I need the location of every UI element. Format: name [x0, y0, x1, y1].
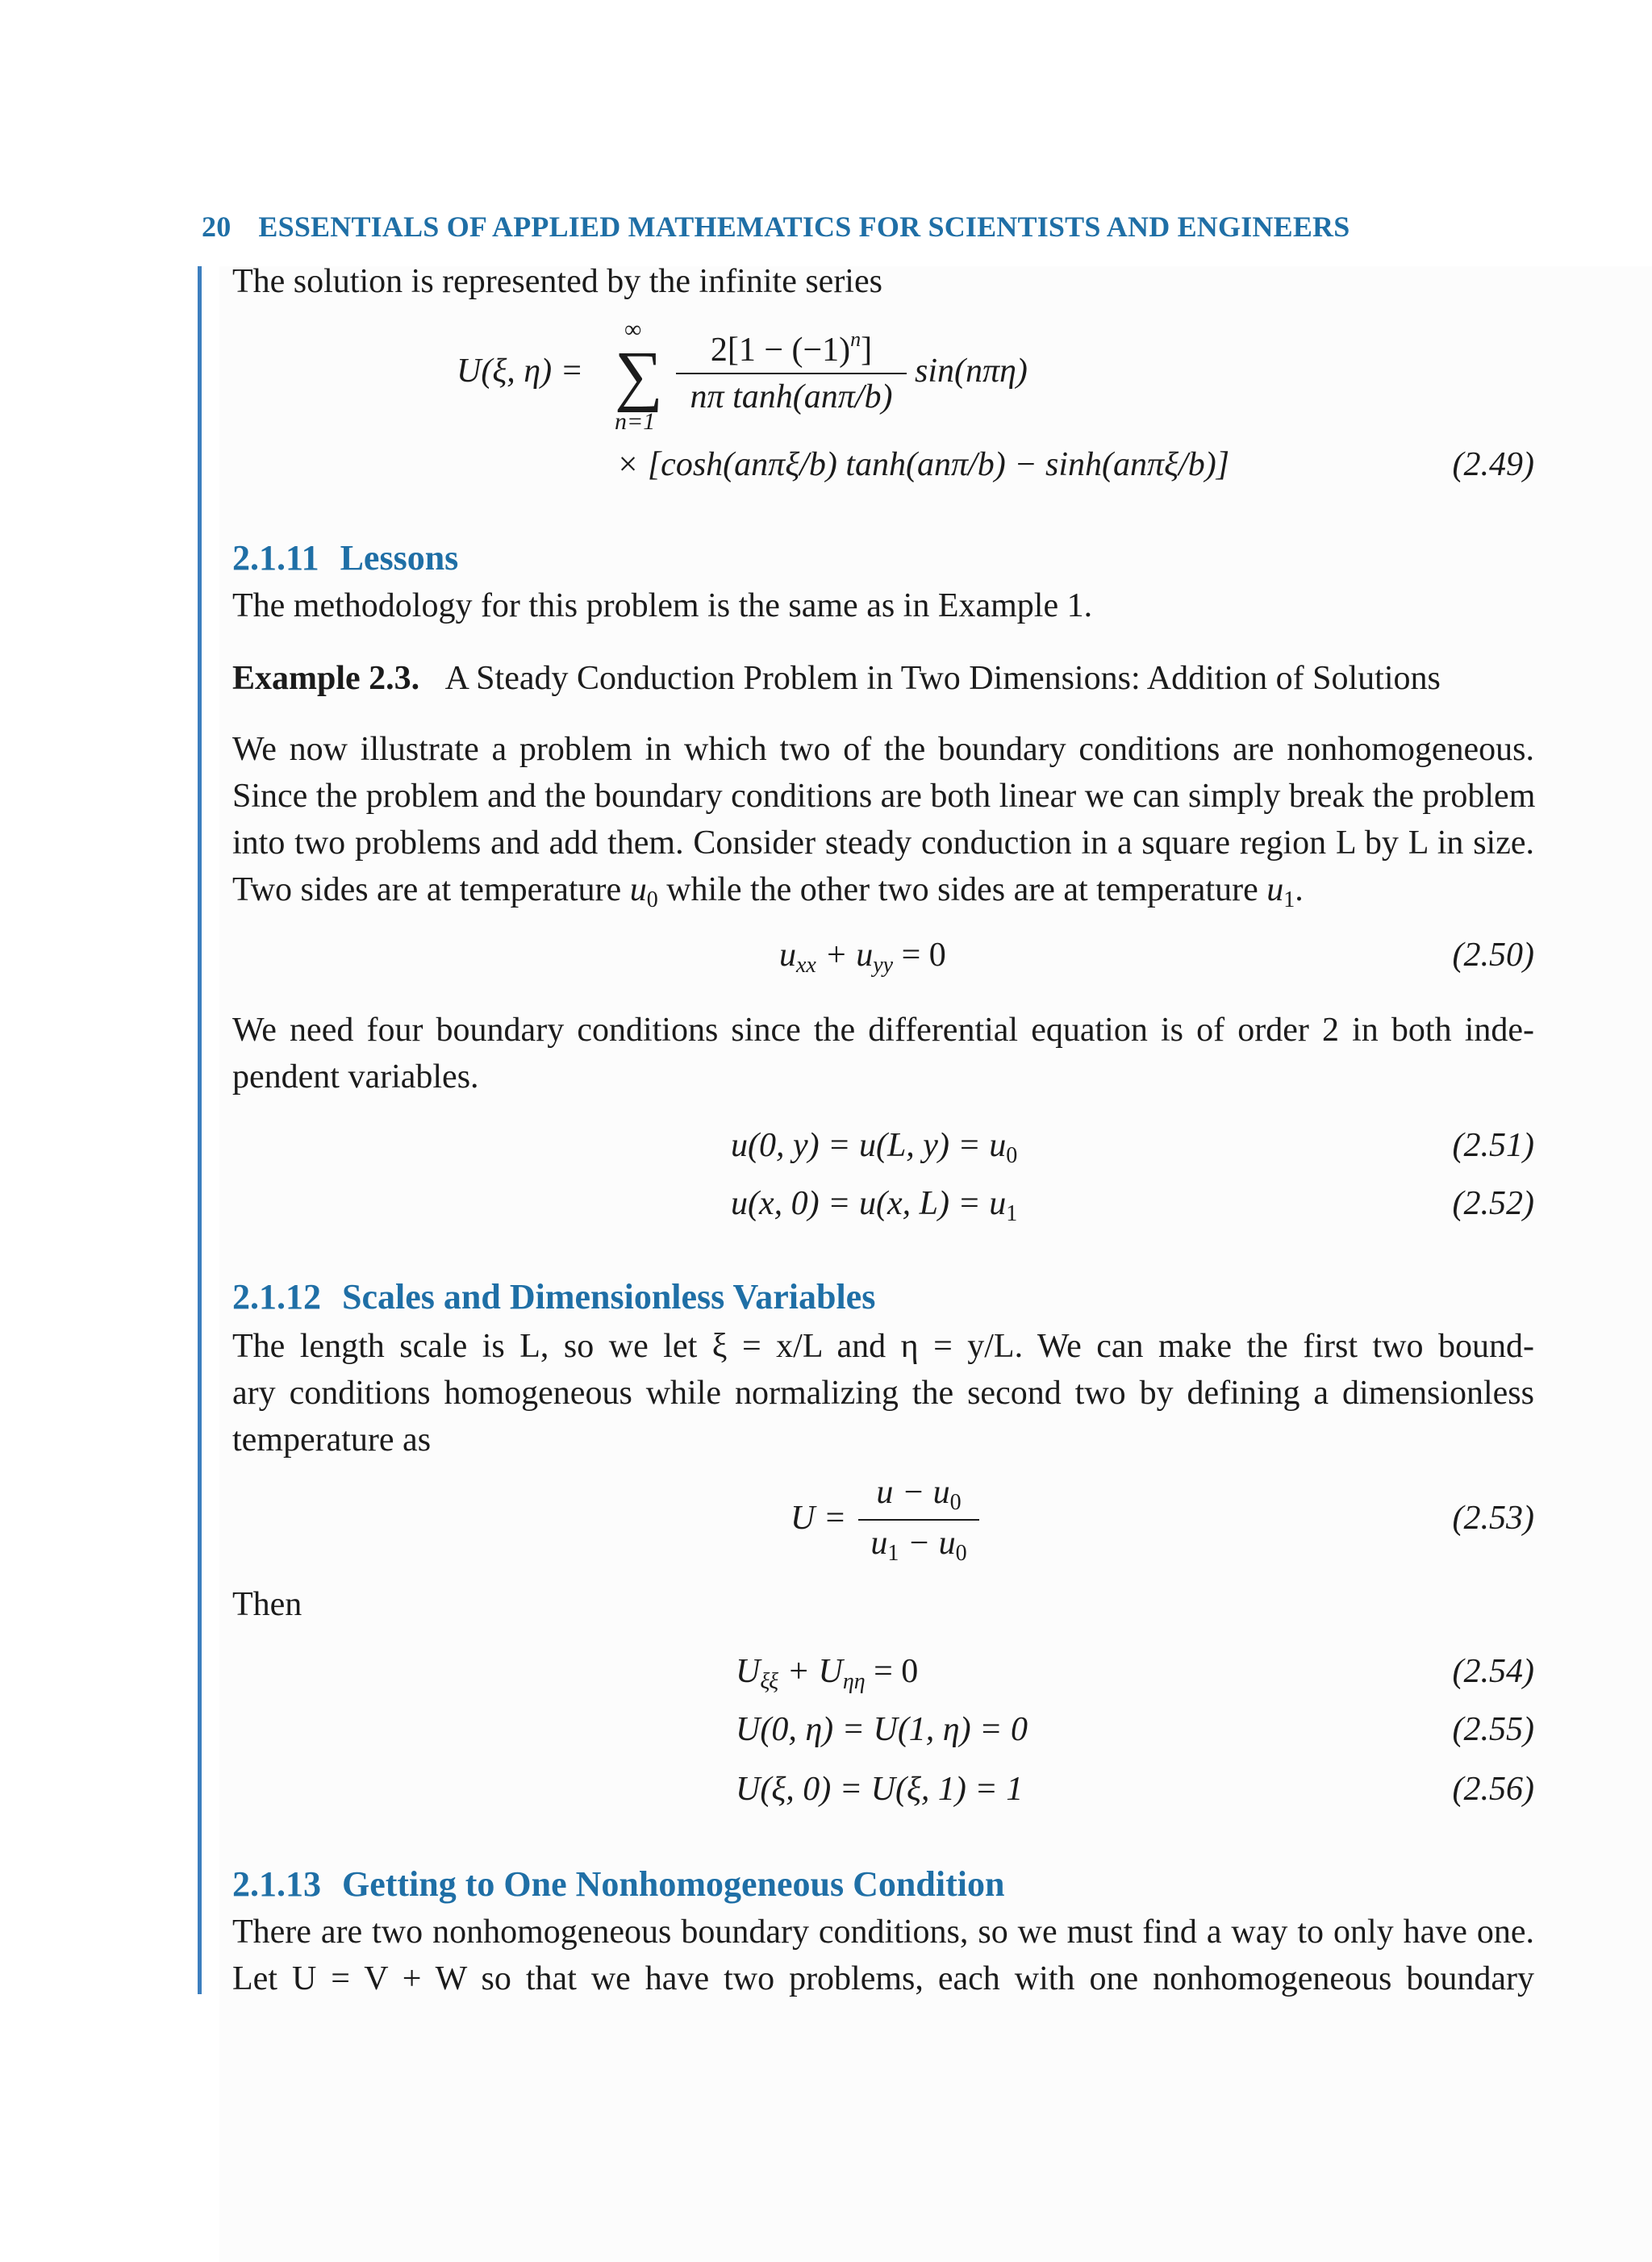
- eq249-second-line: × [cosh(anπξ/b) tanh(anπ/b) − sinh(anπξ/b)]: [616, 446, 1230, 483]
- intro-text: The solution is represented by the infinite series: [232, 263, 882, 300]
- running-header: [202, 210, 1350, 244]
- eq249-lhs: U(ξ, η) =: [457, 353, 583, 390]
- paragraph-line: Since the problem and the boundary conditions are both linear we can simply break the problem: [232, 778, 1536, 815]
- paragraph-line: temperature as: [232, 1421, 432, 1459]
- equation-2-50: $u_{xx} + u_{yy} = 0$: [779, 937, 946, 978]
- sum-upper-limit: ∞: [624, 316, 642, 343]
- paragraph-line: We now illustrate a problem in which two of the boundary conditions are nonhomogeneous.: [232, 731, 1534, 768]
- eq249-denominator: nπ tanh(anπ/b): [690, 378, 893, 415]
- paragraph-line: Let U = V + W so that we have two problems, each with one nonhomogeneous boundary: [232, 1960, 1534, 1997]
- section-title: Lessons: [340, 538, 459, 578]
- summation-sign: ∑: [615, 338, 663, 413]
- eq253-lhs: U =: [791, 1500, 847, 1537]
- eq251-number: (2.51): [1452, 1127, 1534, 1164]
- paragraph-4: [232, 1909, 1534, 2002]
- paragraph-line: into two problems and add them. Consider steady conduction in a square region L by L in size.: [232, 824, 1534, 862]
- eq249-number: (2.49): [1452, 446, 1534, 483]
- equation-2-52: u(x, 0) = u(x, $L) = u_1$: [731, 1185, 1018, 1226]
- eq252-number: (2.52): [1452, 1185, 1534, 1222]
- equation-2-51: u(0, y) = u(L, $y) = u_0$: [731, 1127, 1018, 1168]
- sum-lower-limit: n=1: [615, 408, 656, 435]
- paragraph-line: The length scale is L, so we let ξ = x/L and η = y/L. We can make the first two bound-: [232, 1328, 1534, 1365]
- example-heading: [232, 655, 1441, 702]
- section-number: 2.1.11: [232, 538, 319, 578]
- eq249-fraction: [676, 328, 907, 416]
- eq249-numerator: 2[1 − (−1): [710, 332, 851, 369]
- eq254-number: (2.54): [1452, 1653, 1534, 1690]
- equation-2-56: U(ξ, 0) = U(ξ, 1) = 1: [736, 1771, 1024, 1808]
- paragraph-1: [232, 726, 1534, 913]
- paragraph-line: We need four boundary conditions since the differential equation is of order 2 in both inde-: [232, 1012, 1534, 1049]
- paragraph-line: ary conditions homogeneous while normalizing the second two by defining a dimensionless: [232, 1375, 1534, 1412]
- example-label: Example 2.3.: [232, 660, 420, 697]
- then-text: Then: [232, 1586, 302, 1623]
- eq249-numerator-end: ]: [861, 332, 873, 369]
- section-heading-2-1-12: [232, 1276, 875, 1317]
- section-title: Getting to One Nonhomogeneous Condition: [342, 1864, 1005, 1904]
- section-heading-2-1-13: [232, 1863, 1004, 1905]
- eq253-fraction: $u - u_0$ $u_1 - u_0$: [858, 1473, 979, 1567]
- paragraph-line: There are two nonhomogeneous boundary conditions, so we must find a way to only have one.: [232, 1914, 1534, 1951]
- eq255-number: (2.55): [1452, 1711, 1534, 1748]
- section-heading-2-1-11: [232, 537, 458, 578]
- paragraph-3: [232, 1323, 1534, 1463]
- eq253-number: (2.53): [1452, 1500, 1534, 1537]
- lessons-text: The methodology for this problem is the same as in Example 1.: [232, 587, 1093, 624]
- section-number: 2.1.12: [232, 1277, 321, 1317]
- section-number: 2.1.13: [232, 1864, 321, 1904]
- page-number: 20: [202, 211, 232, 243]
- paragraph-2: [232, 1007, 1534, 1100]
- eq256-number: (2.56): [1452, 1771, 1534, 1808]
- eq249-exponent: n: [850, 328, 861, 351]
- equation-2-55: U(0, η) = U(1, η) = 0: [736, 1711, 1028, 1748]
- paragraph-line: Two sides are at temperature $u_0$ while the other two sides are at temperature $u_1$.: [232, 871, 1304, 912]
- paragraph-line: pendent variables.: [232, 1058, 479, 1096]
- running-title: ESSENTIALS OF APPLIED MATHEMATICS FOR SCIENTISTS AND ENGINEERS: [258, 211, 1350, 243]
- section-title: Scales and Dimensionless Variables: [342, 1277, 876, 1317]
- eq250-number: (2.50): [1452, 937, 1534, 974]
- example-title: A Steady Conduction Problem in Two Dimensions: Addition of Solutions: [444, 660, 1441, 697]
- eq249-sin-term: sin(nπη): [915, 353, 1028, 390]
- change-bar: [198, 266, 202, 1994]
- equation-2-54: $U_{\xi\xi} + U_{\eta\eta} = 0$: [736, 1653, 919, 1694]
